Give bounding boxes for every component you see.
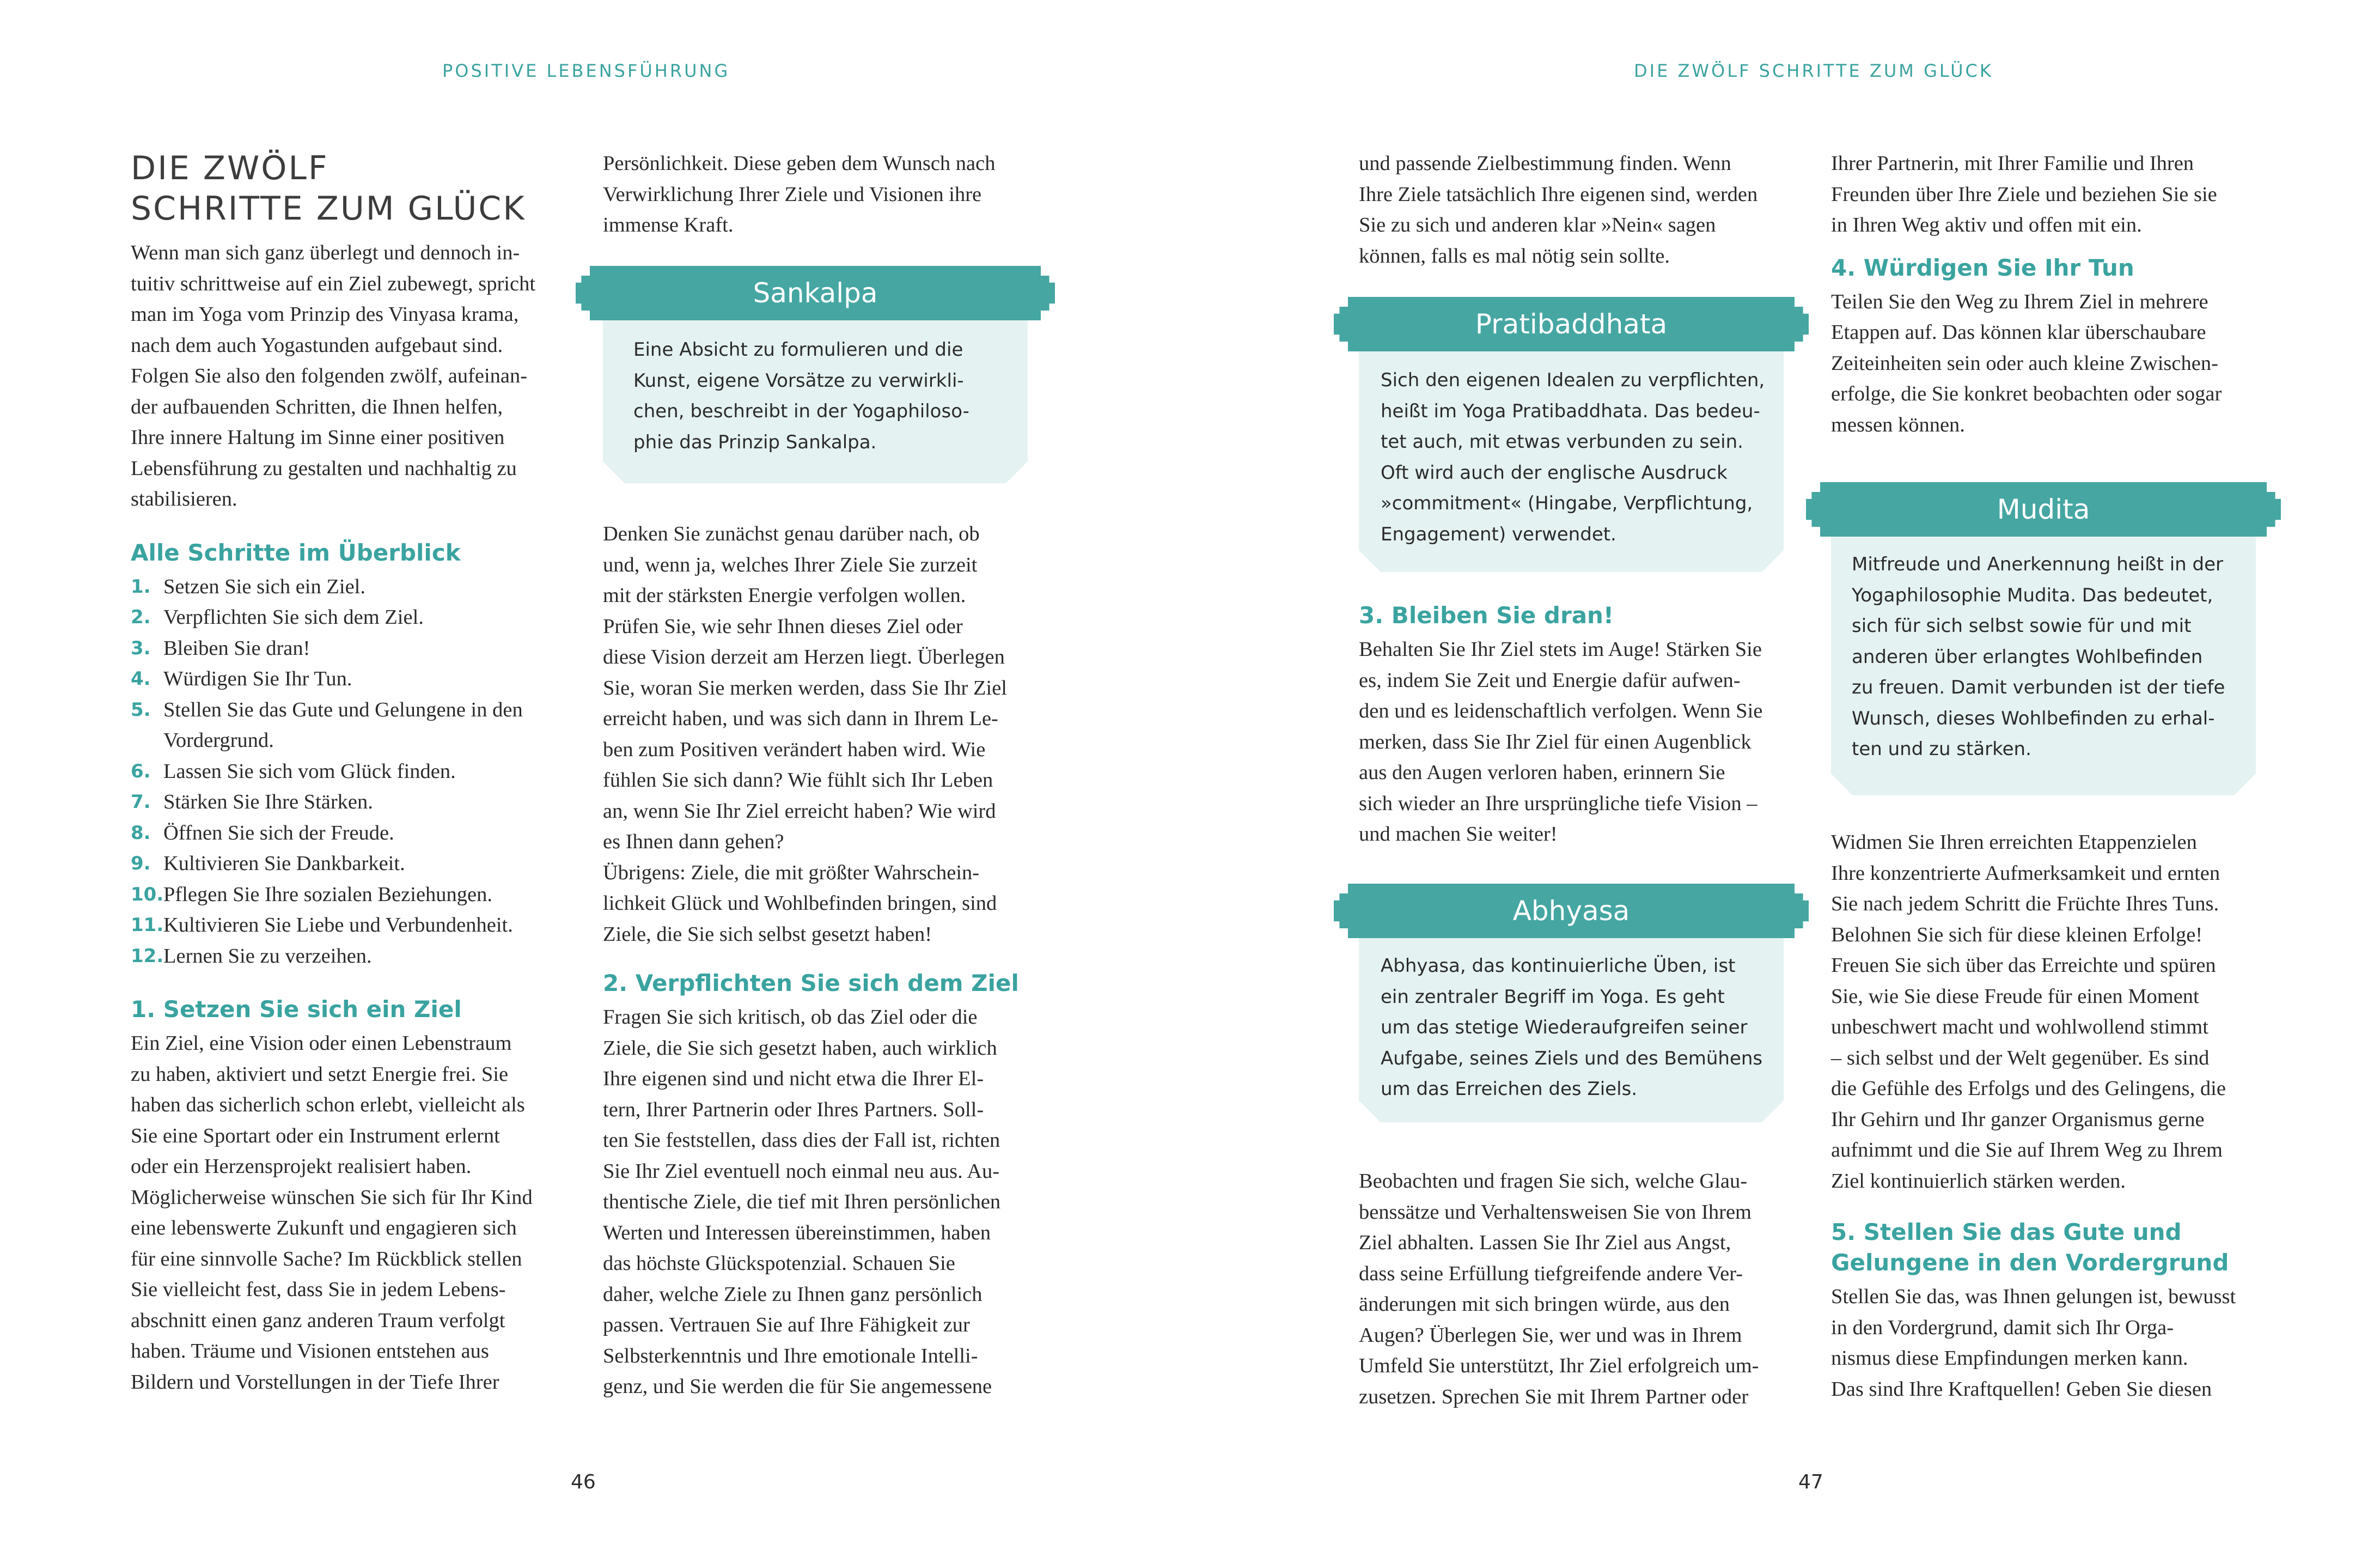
mudita-box-title: Mudita xyxy=(1820,482,2267,537)
right-page-column-1 xyxy=(1359,148,1784,271)
left-page-column-2 xyxy=(603,148,1028,241)
pratibaddhata-box-text: Sich den eigenen Idealen zu verpflichten, heißt im Yoga Pratibaddhata. Das bedeu- tet auch, mit etwas verbunden zu sein. Oft wird auch der englische Ausdruck »commitment« (Hingabe, Verpflichtung, Engagement) verwendet. xyxy=(1381,369,1765,545)
list-item-number: 10. xyxy=(131,883,164,905)
right-page-column-1-mid xyxy=(1359,588,1784,850)
col3-bottom-paragraph: Beobachten und fragen Sie sich, welche Glau- benssätze und Verhaltensweisen Sie von Ihrem Ziel abhalten. Lassen Sie Ihr Ziel aus Angst, dass seine Erfüllung tiefgreifende andere Ver- änderungen mit sich bringen würde, aus den Augen? Überlegen Sie, wer und was in Ihrem Umfeld Sie unterstützt, Ihr Ziel erfolgreich um- zusetzen. Sprechen Sie mit Ihrem Partner oder xyxy=(1359,1170,1759,1408)
left-page-column-2-continued xyxy=(603,519,1028,1402)
step-4-paragraph: Teilen Sie den Weg zu Ihrem Ziel in mehrere Etappen auf. Das können klar überschaubare Zeiteinheiten sein oder auch kleine Zwischen- erfolge, die Sie konkret beobachten oder sogar messen können. xyxy=(1831,290,2222,436)
left-page-column-1 xyxy=(131,148,556,1397)
overview-heading: Alle Schritte im Überblick xyxy=(131,539,461,566)
chapter-title xyxy=(131,148,556,229)
sankalpa-box-text: Eine Absicht zu formulieren und die Kunst, eigene Vorsätze zu verwirkli- chen, beschreibt in der Yogaphiloso- phie das Prinzip Sankalpa. xyxy=(633,339,969,453)
list-item-number: 6. xyxy=(131,760,151,782)
col2-mid-paragraph: Denken Sie zunächst genau darüber nach, ob und, wenn ja, welches Ihrer Ziele Sie zurzeit mit der stärksten Energie verfolgen wollen. Prüfen Sie, wie sehr Ihnen dieses Ziel oder diese Vision derzeit am Herzen liegt. Überlegen Sie, woran Sie merken werden, dass Sie Ihr Ziel erreicht haben, und was sich dann in Ihrem Le- ben zum Positiven verändert haben wird. Wie fühlen Sie sich dann? Wie fühlt sich Ihr Leben an, wenn Sie Ihr Ziel erreicht haben? Wie wird es Ihnen dann gehen? Übrigens: Ziele, die mit größter Wahrschein- lichkeit Glück und Wohlbefinden bringen, sind Ziele, die Sie sich selbst gesetzt haben! xyxy=(603,522,1007,946)
list-item-text: Stellen Sie das Gute und Gelungene in den Vordergrund. xyxy=(163,698,523,752)
col3-top-paragraph: und passende Zielbestimmung finden. Wenn Ihre Ziele tatsächlich Ihre eigenen sind, werden Sie zu sich und anderen klar »Nein« sagen können, falls es mal nötig sein sollte. xyxy=(1359,152,1758,267)
list-item-text: Lernen Sie zu verzeihen. xyxy=(163,944,372,968)
list-item xyxy=(131,633,556,664)
mudita-box-text: Mitfreude und Anerkennung heißt in der Yogaphilosophie Mudita. Das bedeutet, sich für sich selbst sowie für und mit anderen über erlangtes Wohlbefinden zu freuen. Damit verbunden ist der tiefe Wunsch, dieses Wohlbefinden zu erhal- ten und zu stärken. xyxy=(1852,554,2225,760)
right-page-column-2 xyxy=(1831,148,2256,440)
step-5-paragraph: Stellen Sie das, was Ihnen gelungen ist, bewusst in den Vordergrund, damit sich Ihr Orga- nismus diese Empfindungen merken kann. Das sind Ihre Kraftquellen! Geben Sie diesen xyxy=(1831,1285,2236,1401)
chapter-title-line-2: SCHRITTE ZUM GLÜCK xyxy=(131,190,526,228)
list-item-number: 5. xyxy=(131,698,151,721)
list-item-text: Setzen Sie sich ein Ziel. xyxy=(163,575,365,598)
col2-top-paragraph: Persönlichkeit. Diese geben dem Wunsch nach Verwirklichung Ihrer Ziele und Visionen ihre immense Kraft. xyxy=(603,152,996,236)
list-item-number: 9. xyxy=(131,853,151,874)
abhyasa-box-text: Abhyasa, das kontinuierliche Üben, ist ein zentraler Begriff im Yoga. Es geht um das stetige Wiederaufgreifen seiner Aufgabe, seines Ziels und des Bemühens um das Erreichen des Ziels. xyxy=(1381,955,1763,1100)
list-item-number: 7. xyxy=(131,791,151,813)
list-item-text: Würdigen Sie Ihr Tun. xyxy=(163,667,352,690)
list-item-number: 12. xyxy=(131,945,164,967)
list-item xyxy=(131,571,556,603)
page-number-right: 47 xyxy=(1798,1471,1823,1493)
list-item xyxy=(131,818,556,849)
list-item-text: Bleiben Sie dran! xyxy=(163,636,310,660)
list-item xyxy=(131,879,556,910)
list-item-text: Pflegen Sie Ihre sozialen Beziehungen. xyxy=(163,883,493,906)
step-1-heading: 1. Setzen Sie sich ein Ziel xyxy=(131,996,462,1023)
list-item xyxy=(131,602,556,633)
page-number-left: 46 xyxy=(571,1471,596,1493)
abhyasa-box-title: Abhyasa xyxy=(1348,884,1795,938)
step-1-paragraph: Ein Ziel, eine Vision oder einen Lebenstraum zu haben, aktiviert und setzt Energie frei. Sie haben das sicherlich schon erlebt, vielleicht als Sie eine Sportart oder ein Instrument erlernt oder ein Herzensprojekt realisiert haben. Möglicherweise wünschen Sie sich für Ihr Kind eine lebenswerte Zukunft und engagieren sich für eine sinnvolle Sache? Im Rückblick stellen Sie vielleicht fest, dass Sie in jedem Lebens- abschnitt einen ganz anderen Traum verfolgt haben. Träume und Visionen entstehen aus Bildern und Vorstellungen in der Tiefe Ihrer xyxy=(131,1032,533,1394)
list-item-text: Verpflichten Sie sich dem Ziel. xyxy=(163,606,424,629)
list-item xyxy=(131,848,556,879)
list-item-number: 11. xyxy=(131,914,164,936)
col4-mid-paragraph: Widmen Sie Ihren erreichten Etappenzielen Ihre konzentrierte Aufmerksamkeit und ernten Sie nach jedem Schritt die Früchte Ihres Tuns. Belohnen Sie sich für diese kleinen Erfolge! Freuen Sie sich über das Erreichte und spüren Sie, wie Sie diese Freude für einen Moment unbeschwert macht und wohlwollend stimmt – sich selbst und der Welt gegenüber. Es sind die Gefühle des Erfolgs und des Gelingens, die Ihr Gehirn und Ihr ganzer Organismus gerne aufnimmt und die Sie auf Ihrem Weg zu Ihrem Ziel kontinuierlich stärken werden. xyxy=(1831,831,2226,1193)
step-3-paragraph: Behalten Sie Ihr Ziel stets im Auge! Stärken Sie es, indem Sie Zeit und Energie dafür aufwen- den und es leidenschaftlich verfolgen. Wenn Sie merken, dass Sie Ihr Ziel für einen Augenblick aus den Augen verloren haben, erinnern Sie sich wieder an Ihre ursprüngliche tiefe Vision – und machen Sie weiter! xyxy=(1359,638,1763,846)
list-item xyxy=(131,941,556,972)
list-item-number: 3. xyxy=(131,637,151,659)
list-item-number: 2. xyxy=(131,606,151,628)
running-head-left: POSITIVE LEBENSFÜHRUNG xyxy=(442,60,730,81)
step-4-heading: 4. Würdigen Sie Ihr Tun xyxy=(1831,254,2134,281)
list-item-text: Kultivieren Sie Dankbarkeit. xyxy=(163,852,405,875)
list-item xyxy=(131,787,556,818)
col4-top-paragraph: Ihrer Partnerin, mit Ihrer Familie und Ihren Freunden über Ihre Ziele und beziehen Sie sie in Ihren Weg aktiv und offen mit ein. xyxy=(1831,152,2217,236)
list-item xyxy=(131,664,556,695)
list-item-number: 8. xyxy=(131,822,151,844)
list-item-text: Kultivieren Sie Liebe und Verbundenheit. xyxy=(163,914,513,936)
right-page-column-2-continued xyxy=(1831,827,2256,1404)
list-item-number: 1. xyxy=(131,575,151,598)
pratibaddhata-box-title: Pratibaddhata xyxy=(1348,297,1795,351)
step-2-paragraph: Fragen Sie sich kritisch, ob das Ziel oder die Ziele, die Sie sich gesetzt haben, auch wirklich Ihre eigenen sind und nicht etwa die Ihrer El- tern, Ihrer Partnerin oder Ihres Partners. Soll- ten Sie feststellen, dass dies der Fall ist, richten Sie Ihr Ziel eventuell noch einmal neu aus. Au- thentische Ziele, die tief mit Ihren persönlichen Werten und Interessen übereinstimmen, haben das höchste Glückspotenzial. Schauen Sie daher, welche Ziele zu Ihnen ganz persönlich passen. Vertrauen Sie auf Ihre Fähigkeit zur Selbsterkenntnis und Ihre emotionale Intelli- genz, und Sie werden die für Sie angemessene xyxy=(603,1006,1001,1398)
list-item xyxy=(131,910,556,941)
list-item-text: Stärken Sie Ihre Stärken. xyxy=(163,790,373,813)
sankalpa-box-title: Sankalpa xyxy=(590,266,1041,320)
list-item xyxy=(131,756,556,787)
steps-list xyxy=(131,571,556,972)
list-item-number: 4. xyxy=(131,668,151,690)
step-3-heading: 3. Bleiben Sie dran! xyxy=(1359,602,1614,629)
list-item-text: Lassen Sie sich vom Glück finden. xyxy=(163,759,456,783)
right-page-column-1-bottom xyxy=(1359,1166,1784,1412)
step-2-heading: 2. Verpflichten Sie sich dem Ziel xyxy=(603,970,1019,996)
list-item-text: Öffnen Sie sich der Freude. xyxy=(163,821,394,844)
chapter-title-line-1: DIE ZWÖLF xyxy=(131,149,329,187)
list-item xyxy=(131,695,556,756)
running-head-right: DIE ZWÖLF SCHRITTE ZUM GLÜCK xyxy=(1634,60,1993,81)
step-5-heading: 5. Stellen Sie das Gute und Gelungene in den Vordergrund xyxy=(1831,1219,2229,1276)
intro-paragraph: Wenn man sich ganz überlegt und dennoch in- tuitiv schrittweise auf ein Ziel zubewegt, spricht man im Yoga vom Prinzip des Vinyasa krama, nach dem auch Yogastunden aufgebaut sind. Folgen Sie also den folgenden zwölf, aufeinan- der aufbauenden Schritten, die Ihnen helfen, Ihre innere Haltung im Sinne einer positiven Lebensführung zu gestalten und nachhaltig zu stabilisieren. xyxy=(131,241,536,510)
